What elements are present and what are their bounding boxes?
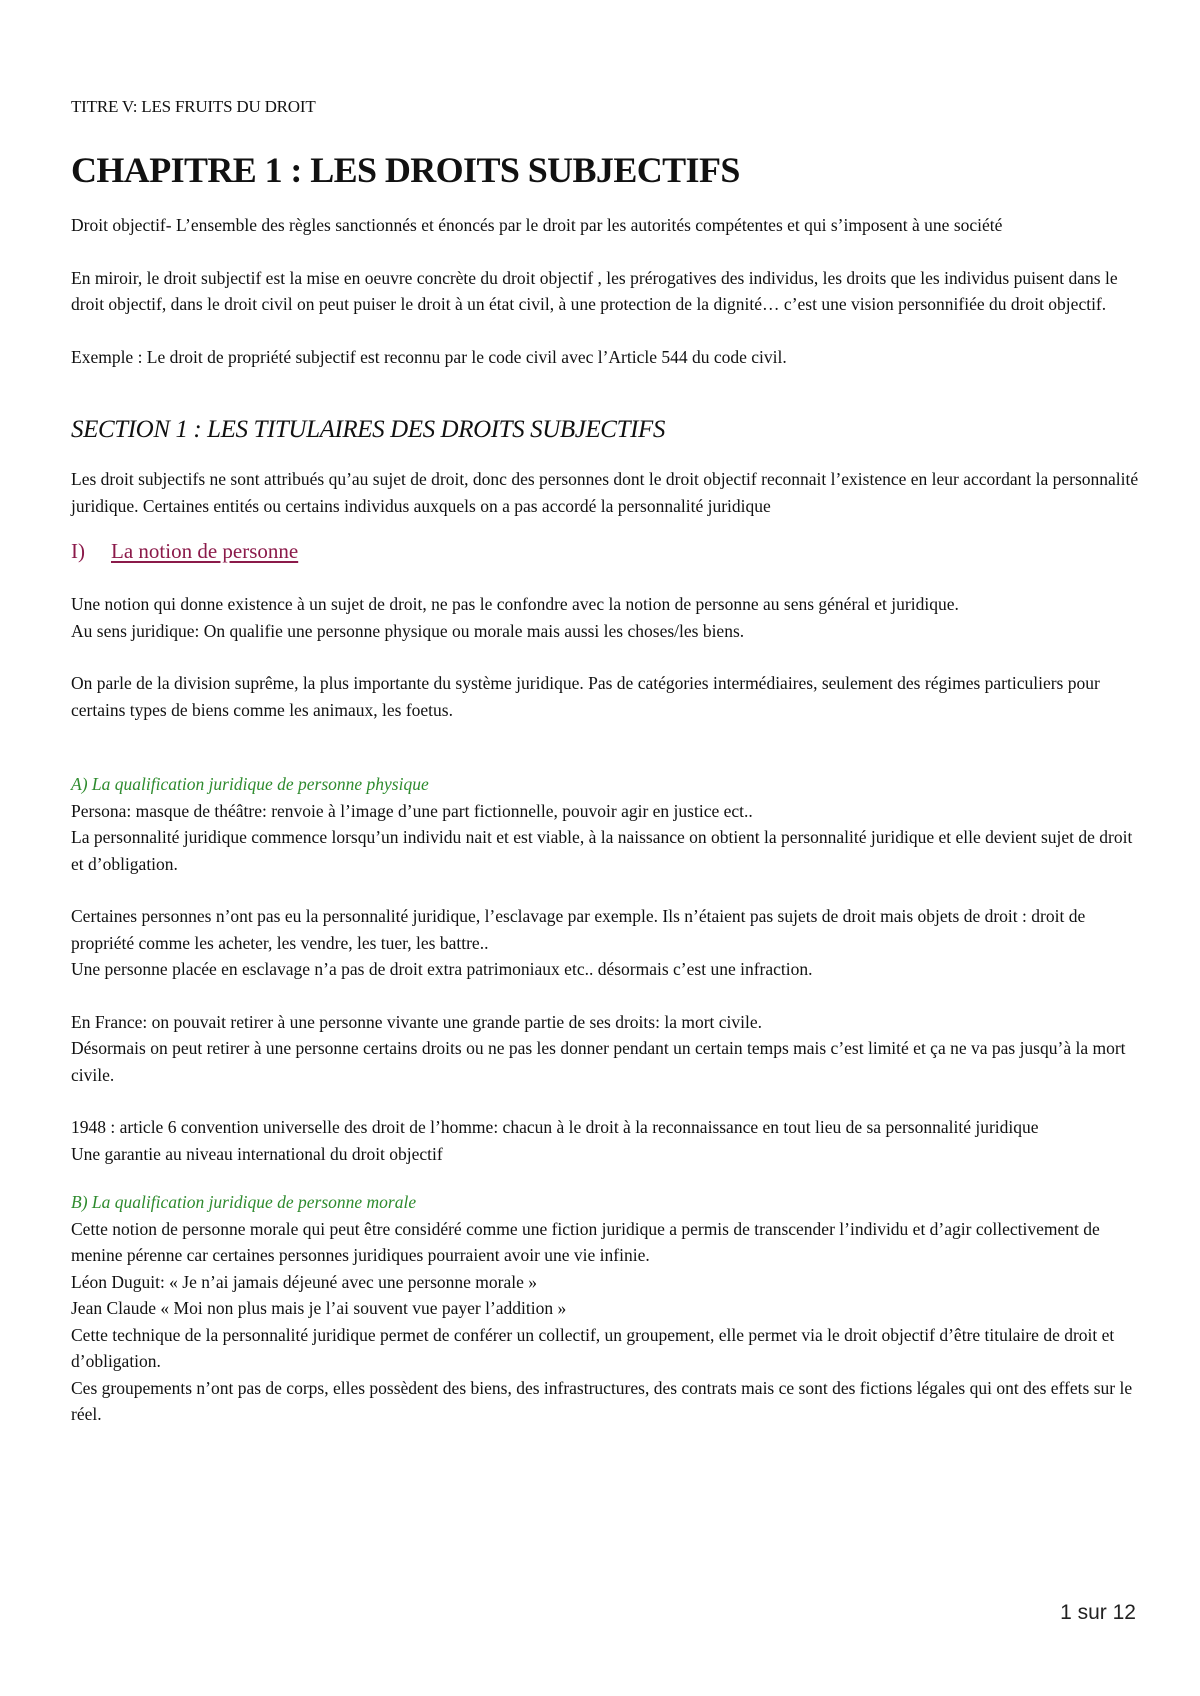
intro-paragraph-2: En miroir, le droit subjectif est la mise en oeuvre concrète du droit objectif , les prérogatives des individus, les droits que les individus puisent dans le droit objectif, dans le droit civil on peut puiser le droit à un état civil, à une protection de la dignité… c’est une vision personnifiée du droit objectif. <box>71 267 1118 314</box>
subsection-b-line-4: Cette technique de la personnalité juridique permet de conférer un collectif, un groupement, elle permet via le droit objectif d’être titulaire de droit et d’obligation. <box>71 1324 1115 1371</box>
section-heading: SECTION 1 : LES TITULAIRES DES DROITS SUBJECTIFS <box>71 416 665 443</box>
subsection-a-heading: A) La qualification juridique de personne physique <box>71 774 429 794</box>
subsection-a-paragraph-3-line-1: En France: on pouvait retirer à une personne vivante une grande partie de ses droits: la mort civile. <box>71 1011 763 1032</box>
intro-paragraph-3: Exemple : Le droit de propriété subjectif est reconnu par le code civil avec l’Article 544 du code civil. <box>71 346 787 367</box>
part-paragraph-1-line-2: Au sens juridique: On qualifie une personne physique ou morale mais aussi les choses/les biens. <box>71 620 745 641</box>
subsection-b-heading: B) La qualification juridique de personne morale <box>71 1192 417 1212</box>
subsection-b-quote-duguit: Léon Duguit: « Je n’ai jamais déjeuné avec une personne morale » <box>71 1271 538 1292</box>
subsection-b-quote-jean-claude: Jean Claude « Moi non plus mais je l’ai souvent vue payer l’addition » <box>71 1298 567 1318</box>
subsection-b-line-1: Cette notion de personne morale qui peut être considéré comme une fiction juridique a permis de transcender l’individu et d’agir collectivement de menine pérenne car certaines personnes juridiques pourraient avoir une vie infinie. <box>71 1218 1100 1265</box>
intro-paragraph-1: Droit objectif- L’ensemble des règles sanctionnés et énoncés par le droit par les autorités compétentes et qui s’imposent à une société <box>71 215 1003 235</box>
subsection-a-line-1: Persona: masque de théâtre: renvoie à l’image d’une part fictionnelle, pouvoir agir en justice ect.. <box>71 800 753 821</box>
part-paragraph-1-line-1: Une notion qui donne existence à un sujet de droit, ne pas le confondre avec la notion de personne au sens général et juridique. <box>71 594 959 614</box>
subsection-a-line-2: La personnalité juridique commence lorsqu’un individu nait et est viable, à la naissance on obtient la personnalité juridique et elle devient sujet de droit et d’obligation. <box>71 827 1133 874</box>
document-page <box>71 96 1139 1428</box>
subsection-a-paragraph-2-line-2: Une personne placée en esclavage n’a pas de droit extra patrimoniaux etc.. désormais c’est une infraction. <box>71 959 813 979</box>
subsection-a-paragraph-3-line-2: Désormais on peut retirer à une personne certains droits ou ne pas les donner pendant un certain temps mais c’est limité et ça ne va pas jusqu’à la mort civile. <box>71 1038 1126 1085</box>
subsection-b-line-5: Ces groupements n’ont pas de corps, elles possèdent des biens, des infrastructures, des contrats mais ce sont des fictions légales qui ont des effets sur le réel. <box>71 1377 1133 1424</box>
page-number: 1 sur 12 <box>1060 1601 1136 1624</box>
part-title: La notion de personne <box>111 539 299 563</box>
subsection-a-paragraph-4-line-1: 1948 : article 6 convention universelle des droit de l’homme: chacun à le droit à la reconnaissance en tout lieu de sa personnalité juridique <box>71 1117 1039 1137</box>
section-paragraph: Les droit subjectifs ne sont attribués qu’au sujet de droit, donc des personnes dont le droit objectif reconnait l’existence en leur accordant la personnalité juridique. Certaines entités ou certains individus auxquels on a pas accordé la personnalité juridique <box>71 469 1139 516</box>
part-paragraph-2: On parle de la division suprême, la plus importante du système juridique. Pas de catégories intermédiaires, seulement des régimes particuliers pour certains types de biens comme les animaux, les foetus. <box>71 673 1100 720</box>
subsection-a-paragraph-4-line-2: Une garantie au niveau international du droit objectif <box>71 1143 443 1164</box>
subsection-a-paragraph-2-line-1: Certaines personnes n’ont pas eu la personnalité juridique, l’esclavage par exemple. Ils n’étaient pas sujets de droit mais objets de droit : droit de propriété comme les acheter, les vendre, les tuer, les battre.. <box>71 906 1086 953</box>
chapter-heading: CHAPITRE 1 : LES DROITS SUBJECTIFS <box>71 150 740 190</box>
part-number: I) <box>71 539 85 563</box>
document-title: TITRE V: LES FRUITS DU DROIT <box>71 97 316 116</box>
part-heading <box>71 537 1139 565</box>
